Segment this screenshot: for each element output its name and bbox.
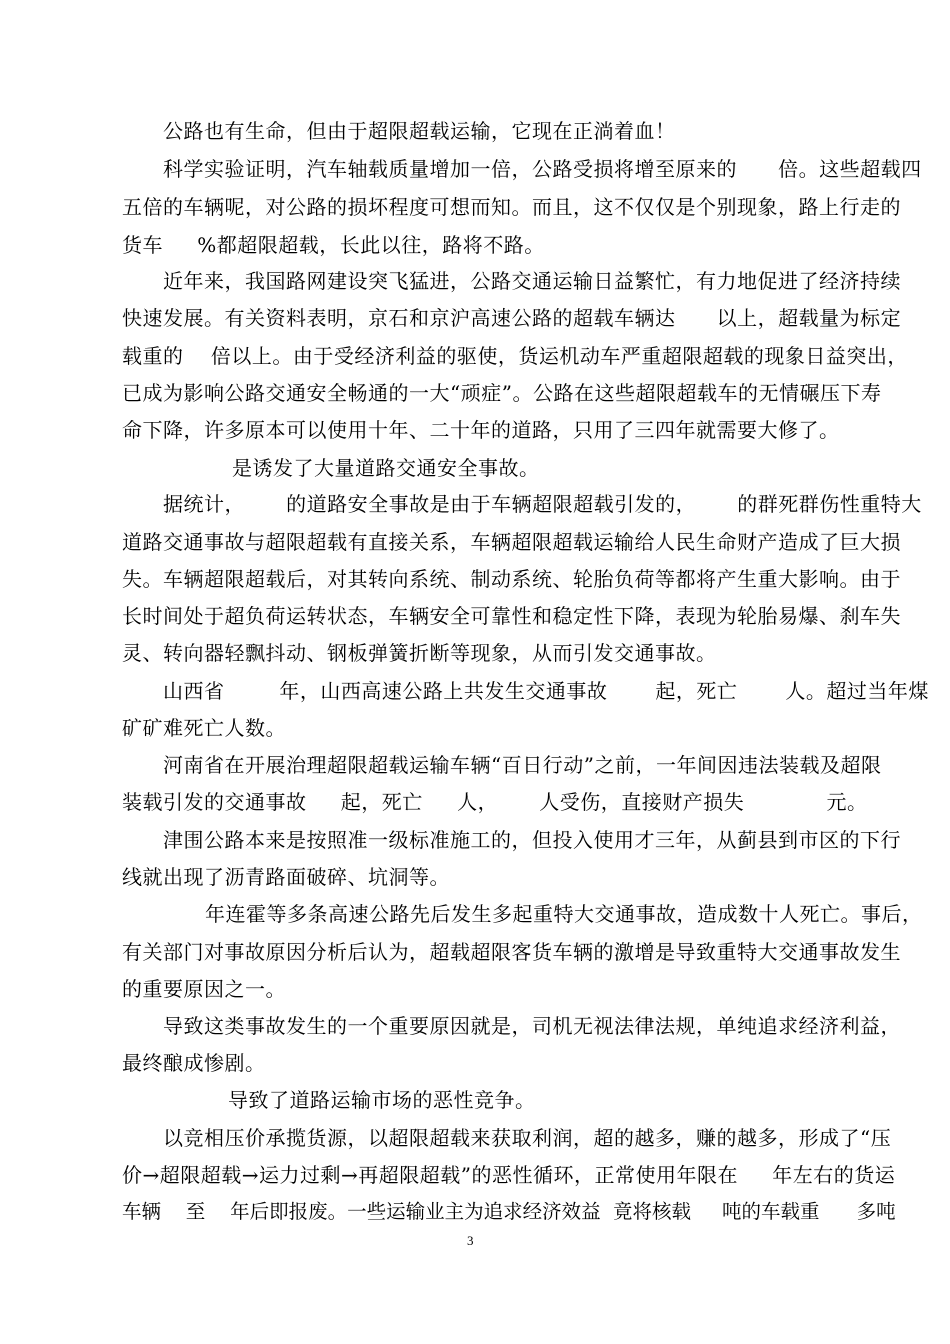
- text-line: 的重要原因之一。: [122, 977, 286, 1001]
- text-line: 津围公路本来是按照准一级标准施工的，但投入使用才三年，从蓟县到市区的下行: [163, 828, 901, 852]
- text-line: 最终酿成惨剧。: [122, 1051, 266, 1075]
- text-line: 矿矿难死亡人数。: [122, 716, 286, 740]
- text-line: 命下降，许多原本可以使用十年、二十年的道路，只用了三四年就需要大修了。: [122, 418, 840, 442]
- text-line: 载重的 倍以上。由于受经济利益的驱使，货运机动车严重超限超载的现象日益突出，: [122, 344, 908, 368]
- text-line: 货车 %都超限超载，长此以往，路将不路。: [122, 233, 545, 257]
- text-line: 是诱发了大量道路交通安全事故。: [232, 456, 540, 480]
- text-line: 已成为影响公路交通安全畅通的一大“顽症”。公路在这些超限超载车的无情碾压下寿: [122, 381, 882, 405]
- text-line: 河南省在开展治理超限超载运输车辆“百日行动”之前，一年间因违法装载及超限: [163, 753, 882, 777]
- text-line: 车辆 至 年后即报废。一些运输业主为追求经济效益 竟将核载 吨的车载重 多吨: [122, 1200, 896, 1223]
- text-line: 道路交通事故与超限超载有直接关系，车辆超限超载运输给人民生命财产造成了巨大损: [122, 530, 901, 554]
- text-line: 线就出现了沥青路面破碎、坑洞等。: [122, 865, 450, 889]
- text-line: 导致这类事故发生的一个重要原因就是，司机无视法律法规，单纯追求经济利益，: [163, 1014, 901, 1038]
- text-line: 年连霍等多条高速公路先后发生多起重特大交通事故，造成数十人死亡。事后，: [205, 902, 923, 926]
- text-line: 公路也有生命，但由于超限超载运输，它现在正淌着血！: [163, 119, 676, 143]
- text-line: 科学实验证明，汽车轴载质量增加一倍，公路受损将增至原来的 倍。这些超载四: [163, 157, 922, 181]
- text-line: 装载引发的交通事故 起，死亡 人， 人受伤，直接财产损失 元。: [122, 790, 868, 814]
- text-line: 价→超限超载→运力过剩→再超限超载”的恶性循环，正常使用年限在 年左右的货运: [122, 1163, 896, 1187]
- text-line: 近年来，我国路网建设突飞猛进，公路交通运输日益繁忙，有力地促进了经济持续: [163, 269, 901, 293]
- text-line: 导致了道路运输市场的恶性竞争。: [228, 1088, 536, 1112]
- text-line: 以竞相压价承揽货源，以超限超载来获取利润，超的越多，赚的越多，形成了“压: [163, 1126, 892, 1150]
- text-line: 有关部门对事故原因分析后认为，超载超限客货车辆的激增是导致重特大交通事故发生: [122, 940, 901, 964]
- page-number: 3: [467, 1233, 474, 1248]
- text-line: 失。车辆超限超载后，对其转向系统、制动系统、轮胎负荷等都将产生重大影响。由于: [122, 567, 901, 591]
- text-line: 五倍的车辆呢，对公路的损坏程度可想而知。而且，这不仅仅是个别现象，路上行走的: [122, 195, 901, 219]
- text-line: 快速发展。有关资料表明，京石和京沪高速公路的超载车辆达 以上，超载量为标定: [122, 306, 902, 330]
- text-line: 据统计， 的道路安全事故是由于车辆超限超载引发的， 的群死群伤性重特大: [163, 492, 922, 516]
- text-line: 灵、转向器轻飘抖动、钢板弹簧折断等现象，从而引发交通事故。: [122, 641, 717, 665]
- text-line: 山西省 年，山西高速公路上共发生交通事故 起，死亡 人。超过当年煤: [163, 679, 929, 703]
- text-line: 长时间处于超负荷运转状态，车辆安全可靠性和稳定性下降，表现为轮胎易爆、刹车失: [122, 604, 901, 628]
